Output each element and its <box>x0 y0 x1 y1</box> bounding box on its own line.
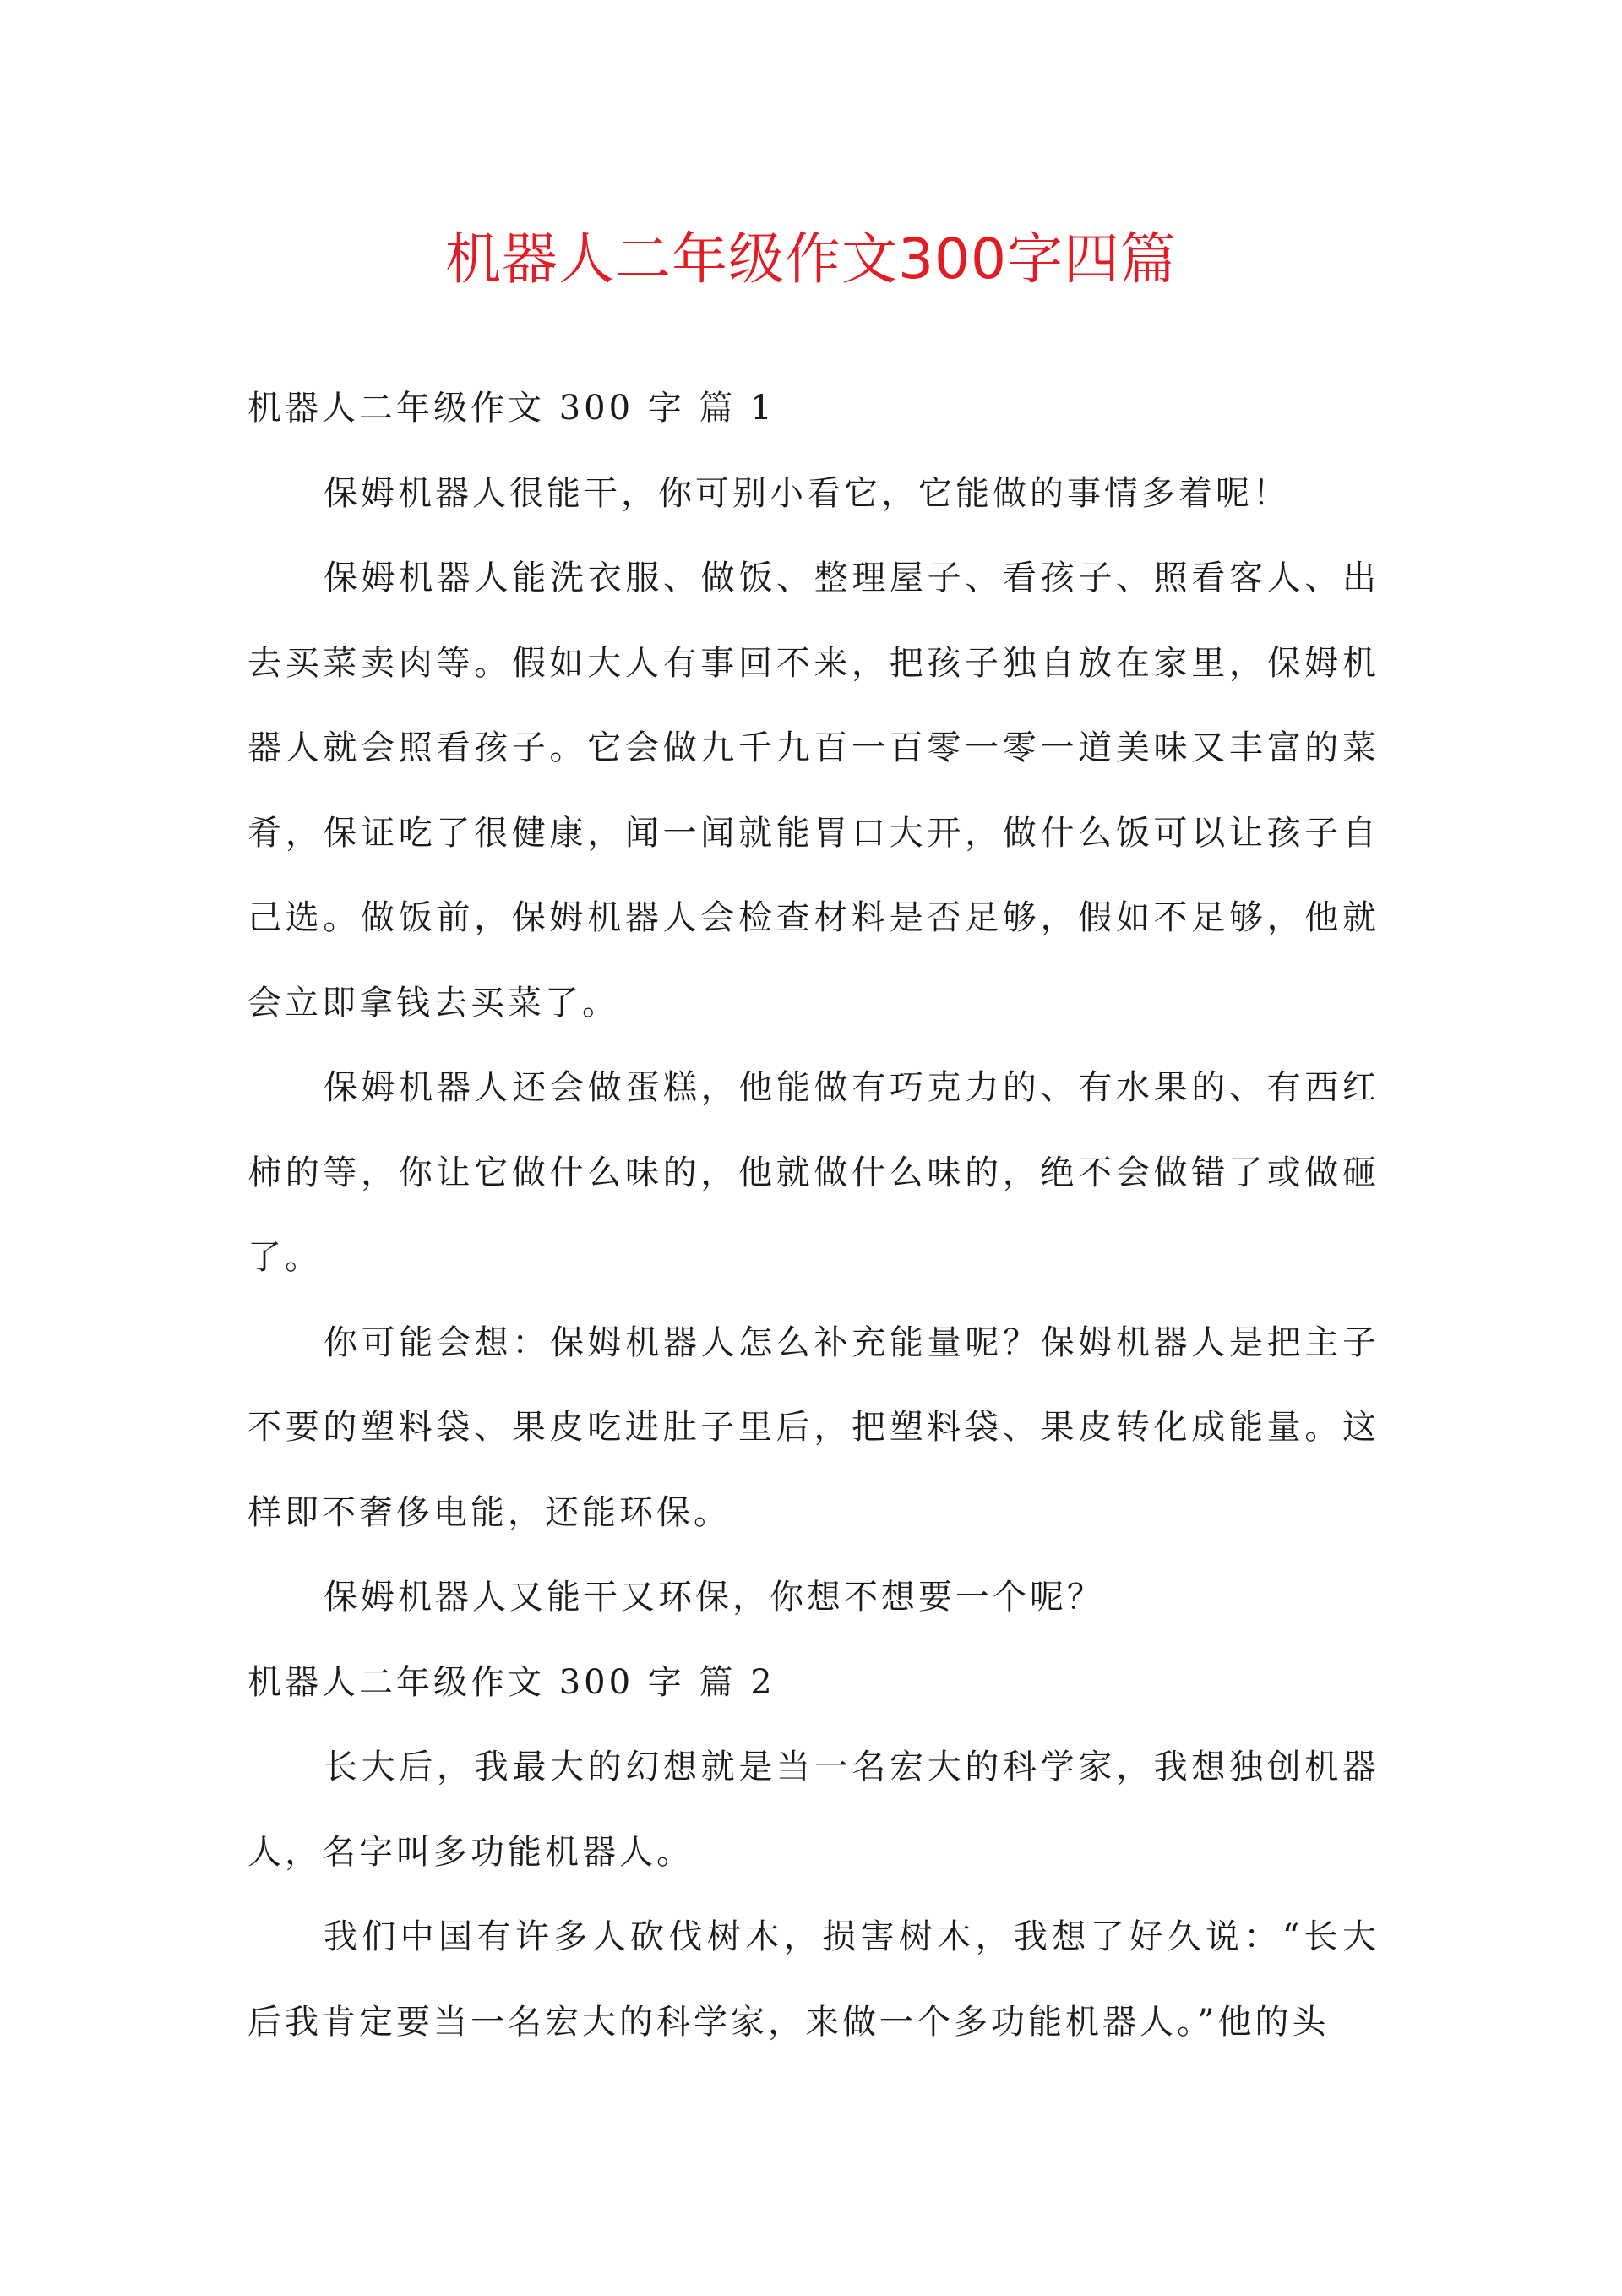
essay-section-2 <box>248 1640 1380 2065</box>
paragraph: 长大后，我最大的幻想就是当一名宏大的科学家，我想独创机器人，名字叫多功能机器人。 <box>248 1748 1380 1872</box>
paragraph: 保姆机器人能洗衣服、做饭、整理屋子、看孩子、照看客人、出去买菜卖肉等。假如大人有事回不来，把孩子独自放在家里，保姆机器人就会照看孩子。它会做九千九百一百零一零一道美味又丰富的菜肴，保证吃了很健康，闻一闻就能胃口大开，做什么饭可以让孩子自己选。做饭前，保姆机器人会检查材料是否足够，假如不足够，他就会立即拿钱去买菜了。 <box>248 559 1380 1023</box>
paragraph: 你可能会想：保姆机器人怎么补充能量呢？保姆机器人是把主子不要的塑料袋、果皮吃进肚子里后，把塑料袋、果皮转化成能量。这样即不奢侈电能，还能环保。 <box>248 1323 1380 1532</box>
essay-section-1 <box>248 366 1380 1640</box>
paragraph: 保姆机器人很能干，你可别小看它，它能做的事情多着呢！ <box>324 473 1290 513</box>
section-heading: 机器人二年级作文 300 字 篇 1 <box>248 389 776 428</box>
section-heading: 机器人二年级作文 300 字 篇 2 <box>248 1662 776 1702</box>
document-title: 机器人二年级作文300字四篇 <box>445 226 1177 292</box>
paragraph: 保姆机器人还会做蛋糕，他能做有巧克力的、有水果的、有西红柿的等，你让它做什么味的，他就做什么味的，绝不会做错了或做砸了。 <box>248 1068 1380 1277</box>
document-body <box>248 366 1380 2064</box>
paragraph: 我们中国有许多人砍伐树木，损害树木，我想了好久说：“长大后我肯定要当一名宏大的科学家，来做一个多功能机器人。”他的头 <box>248 1917 1380 2042</box>
paragraph: 保姆机器人又能干又环保，你想不想要一个呢？ <box>324 1578 1104 1617</box>
